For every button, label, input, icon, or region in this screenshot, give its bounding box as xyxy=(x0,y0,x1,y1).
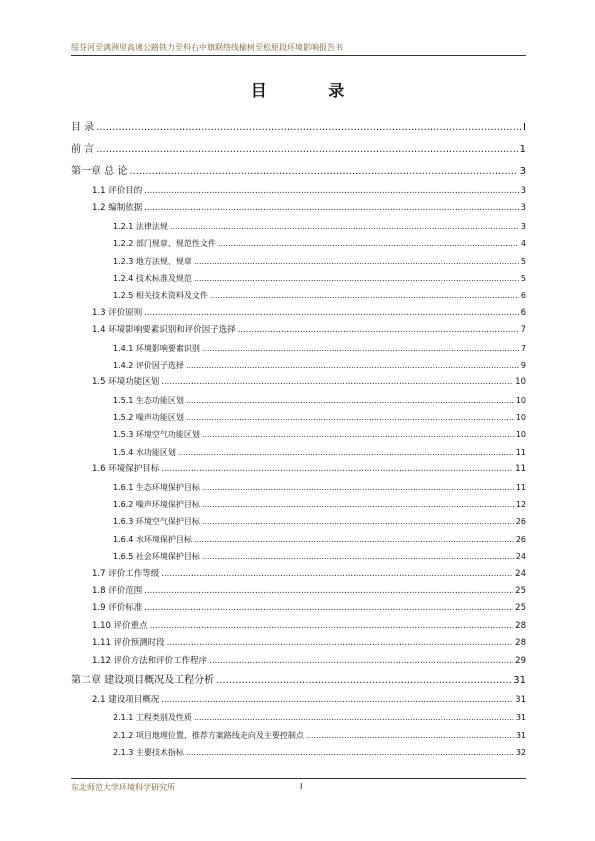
toc-entry-page: 31 xyxy=(515,713,526,723)
toc-entry[interactable] xyxy=(71,618,526,635)
toc-entry-label: 1.10 评价重点 xyxy=(92,620,148,631)
toc-entry[interactable] xyxy=(71,583,526,600)
toc-entry[interactable] xyxy=(71,218,526,235)
toc-entry-label: 1.2.2 部门规章、规范性文件 xyxy=(113,239,216,249)
toc-entry-page: 5 xyxy=(520,256,526,266)
toc-entry[interactable] xyxy=(71,270,526,287)
toc-entry[interactable] xyxy=(71,709,526,726)
toc-entry-label: 1.6.3 环境空气保护目标 xyxy=(113,517,200,527)
footer-organization: 东北师范大学环境科学研究所 xyxy=(71,783,175,792)
toc-entry-page: 3 xyxy=(519,166,526,177)
toc-entry[interactable] xyxy=(71,322,526,339)
header-rule xyxy=(71,55,526,56)
toc-entry[interactable] xyxy=(71,426,526,443)
toc-entry-page: 26 xyxy=(515,517,526,527)
toc-leader-dots xyxy=(170,218,519,235)
toc-leader-dots xyxy=(194,270,519,287)
toc-leader-dots xyxy=(202,513,514,530)
toc-leader-dots xyxy=(202,496,514,513)
toc-entry-label: 1.9 评价标准 xyxy=(92,603,143,614)
toc-entry-page: 11 xyxy=(515,482,526,492)
toc-entry[interactable] xyxy=(71,727,526,744)
toc-entry-page: 28 xyxy=(515,620,526,631)
toc-entry-label: 1.6.4 水环境保护目标 xyxy=(113,534,192,544)
toc-entry-label: 1.1 评价目的 xyxy=(92,186,143,196)
toc-entry[interactable] xyxy=(71,600,526,617)
toc-entry-page: 28 xyxy=(515,638,526,649)
toc-leader-dots xyxy=(186,744,514,761)
toc-entry[interactable] xyxy=(71,235,526,252)
toc-entry-label: 1.2.3 地方法规、规章 xyxy=(113,256,192,266)
toc-entry-page: 3 xyxy=(520,203,526,214)
toc-entry[interactable] xyxy=(71,444,526,461)
toc-entry-label: 1.6.1 生态环境保护目标 xyxy=(113,482,200,492)
toc-entry[interactable] xyxy=(71,744,526,761)
toc-entry-label: 1.2.4 技术标准及规范 xyxy=(113,273,192,283)
toc-entry[interactable] xyxy=(71,635,526,652)
toc-entry-label: 1.6.5 社会环境保护目标 xyxy=(113,552,200,562)
toc-entry-page: 7 xyxy=(520,325,526,336)
toc-entry[interactable] xyxy=(71,548,526,565)
toc-leader-dots xyxy=(144,200,518,217)
toc-leader-dots xyxy=(238,322,519,339)
toc-entry-page: 24 xyxy=(515,568,526,579)
toc-entry-page: I xyxy=(523,122,526,133)
toc-entry-page: 11 xyxy=(515,464,526,475)
toc-entry-label: 1.5.2 噪声功能区划 xyxy=(113,413,184,423)
toc-leader-dots xyxy=(186,409,514,426)
toc-entry-page: 6 xyxy=(520,291,526,301)
toc-entry-label: 1.2 编制依据 xyxy=(92,203,143,214)
toc-entry-page: 10 xyxy=(515,395,526,405)
toc-entry[interactable] xyxy=(71,653,526,670)
toc-entry-page: 31 xyxy=(515,730,526,740)
toc-entry-page: 25 xyxy=(515,603,526,614)
toc-leader-dots xyxy=(202,426,514,443)
toc-leader-dots xyxy=(161,566,513,583)
toc-entry-page: 25 xyxy=(515,585,526,596)
toc-leader-dots xyxy=(144,305,518,322)
toc-entry[interactable] xyxy=(71,496,526,513)
toc-leader-dots xyxy=(129,161,517,183)
toc-entry[interactable] xyxy=(71,566,526,583)
toc-entry[interactable] xyxy=(71,117,526,139)
toc-entry[interactable] xyxy=(71,409,526,426)
toc-entry-label: 第二章 建设项目概况及工程分析 xyxy=(71,674,215,686)
toc-leader-dots xyxy=(202,548,514,565)
toc-entry-label: 2.1 建设项目概况 xyxy=(92,694,160,705)
toc-leader-dots xyxy=(306,727,514,744)
toc-entry-label: 1.4 环境影响要素识别和评价因子选择 xyxy=(92,325,236,336)
toc-leader-dots xyxy=(202,340,519,357)
toc-leader-dots xyxy=(96,117,521,139)
toc-entry-label: 2.1.1 工程类别及性质 xyxy=(113,713,192,723)
toc-entry[interactable] xyxy=(71,531,526,548)
toc-entry-page: 1 xyxy=(519,144,526,155)
toc-entry[interactable] xyxy=(71,479,526,496)
toc-entry-page: 4 xyxy=(520,239,526,249)
toc-entry-page: 31 xyxy=(513,674,526,686)
toc-leader-dots xyxy=(167,635,514,652)
toc-entry-label: 1.2.1 法律法规 xyxy=(113,221,168,231)
footer-rule xyxy=(71,778,526,779)
toc-entry-label: 2.1.2 项目地理位置、推荐方案路线走向及主要控制点 xyxy=(113,730,304,740)
toc-entry[interactable] xyxy=(71,139,526,161)
toc-entry-label: 1.8 评价范围 xyxy=(92,585,143,596)
toc-entry[interactable] xyxy=(71,253,526,270)
toc-leader-dots xyxy=(202,479,514,496)
table-of-contents xyxy=(71,117,526,762)
toc-entry[interactable] xyxy=(71,374,526,391)
toc-entry-page: 12 xyxy=(515,500,526,510)
toc-leader-dots xyxy=(209,653,513,670)
toc-leader-dots xyxy=(161,374,513,391)
toc-entry[interactable] xyxy=(71,340,526,357)
toc-entry[interactable] xyxy=(71,392,526,409)
toc-entry[interactable] xyxy=(71,670,526,692)
toc-leader-dots xyxy=(144,583,513,600)
toc-entry-label: 1.7 评价工作等级 xyxy=(92,568,160,579)
toc-entry-page: 6 xyxy=(520,307,526,318)
toc-entry[interactable] xyxy=(71,461,526,478)
toc-entry-page: 3 xyxy=(520,221,526,231)
toc-leader-dots xyxy=(218,235,519,252)
toc-entry-label: 1.6.2 噪声环境保护目标 xyxy=(113,500,200,510)
toc-entry-page: 10 xyxy=(515,413,526,423)
toc-entry-page: 29 xyxy=(515,655,526,666)
toc-leader-dots xyxy=(216,670,511,692)
toc-entry-label: 1.6 环境保护目标 xyxy=(92,464,160,475)
toc-leader-dots xyxy=(194,709,514,726)
toc-leader-dots xyxy=(161,692,513,709)
toc-entry-label: 前 言 xyxy=(71,144,95,155)
toc-entry[interactable] xyxy=(71,200,526,217)
toc-leader-dots xyxy=(178,444,514,461)
toc-entry[interactable] xyxy=(71,183,526,200)
toc-entry-label: 1.4.2 评价因子选择 xyxy=(113,360,184,370)
toc-entry-page: 11 xyxy=(515,447,526,457)
toc-leader-dots xyxy=(161,461,513,478)
toc-entry-page: 10 xyxy=(515,377,526,388)
toc-entry-label: 1.12 评价方法和评价工作程序 xyxy=(92,655,208,666)
toc-leader-dots xyxy=(144,183,518,200)
toc-entry[interactable] xyxy=(71,692,526,709)
toc-entry-page: 24 xyxy=(515,552,526,562)
toc-entry-page: 7 xyxy=(520,343,526,353)
toc-entry-label: 第一章 总 论 xyxy=(71,166,128,177)
toc-entry-page: 5 xyxy=(520,273,526,283)
toc-entry-label: 1.2.5 相关技术资料及文件 xyxy=(113,291,208,301)
toc-leader-dots xyxy=(144,600,513,617)
toc-entry-label: 1.5 环境功能区划 xyxy=(92,377,160,388)
toc-leader-dots xyxy=(150,618,514,635)
footer-page-number: I xyxy=(300,782,303,791)
toc-leader-dots xyxy=(96,139,517,161)
page-title: 目 录 xyxy=(250,81,373,100)
toc-entry[interactable] xyxy=(71,513,526,530)
toc-entry[interactable] xyxy=(71,357,526,374)
running-header: 绥芬河至满洲里高速公路铁力至科右中旗联络线榆树至松原段环境影响报告书 xyxy=(71,43,343,52)
toc-entry-page: 3 xyxy=(520,186,526,196)
toc-entry[interactable] xyxy=(71,305,526,322)
toc-entry-label: 1.5.1 生态功能区划 xyxy=(113,395,184,405)
toc-leader-dots xyxy=(194,531,514,548)
toc-entry[interactable] xyxy=(71,287,526,304)
toc-entry-page: 26 xyxy=(515,534,526,544)
toc-entry-label: 1.4.1 环境影响要素识别 xyxy=(113,343,200,353)
toc-leader-dots xyxy=(186,392,514,409)
toc-entry-label: 1.5.4 水功能区划 xyxy=(113,447,176,457)
toc-entry-label: 2.1.3 主要技术指标 xyxy=(113,748,184,758)
toc-leader-dots xyxy=(186,357,519,374)
toc-entry-page: 9 xyxy=(520,360,526,370)
toc-entry-page: 32 xyxy=(515,748,526,758)
toc-entry-label: 1.5.3 环境空气功能区划 xyxy=(113,430,200,440)
toc-entry[interactable] xyxy=(71,161,526,183)
toc-entry-label: 1.3 评价原则 xyxy=(92,307,143,318)
toc-entry-page: 10 xyxy=(515,430,526,440)
toc-entry-label: 1.11 评价预测时段 xyxy=(92,638,165,649)
toc-leader-dots xyxy=(210,287,519,304)
toc-leader-dots xyxy=(194,253,519,270)
toc-entry-page: 31 xyxy=(515,694,526,705)
toc-entry-label: 目 录 xyxy=(71,122,95,133)
